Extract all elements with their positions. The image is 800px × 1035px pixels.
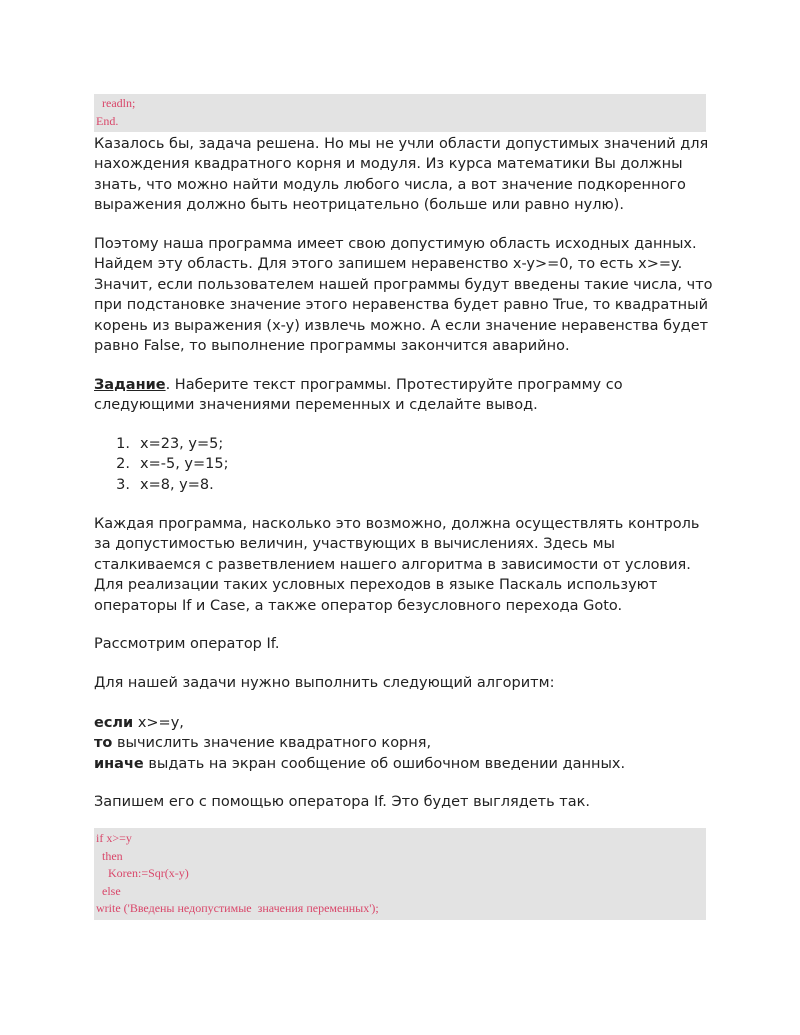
algorithm-line: если x>=y,	[94, 715, 184, 731]
code-line: else	[96, 883, 121, 898]
test-values-list	[94, 434, 714, 495]
paragraph-control: Каждая программа, насколько это возможно, должна осуществлять контроль за допустимостью величин, участвующих в вычислениях. Здесь мы сталкиваемся с разветвлением нашего алгоритма в зависимости от условия. Для реализации таких условных переходов в языке Паскаль используют операторы If и Case, а также оператор безусловного перехода Goto.	[94, 516, 700, 614]
code-line: if x>=y	[96, 831, 132, 845]
code-line: Koren:=Sqr(x-y)	[96, 866, 189, 880]
algorithm-steps	[94, 713, 714, 774]
paragraph-if-intro: Рассмотрим оператор If.	[94, 636, 280, 652]
code-line: readln;	[96, 96, 136, 110]
task-text: . Наберите текст программы. Протестируйте программу со следующими значениями переменных и сделайте вывод.	[94, 377, 623, 414]
paragraph-valid-range: Поэтому наша программа имеет свою допустимую область исходных данных. Найдем эту область. Для этого запишем неравенство x-y>=0, то есть x>=y. Значит, если пользователем нашей программы будут введены такие числа, что при подстановке значение этого неравенства будет равно True, то квадратный корень из выражения (x-y) извлечь можно. А если значение неравенства будет равно False, то выполнение программы закончится аварийно.	[94, 236, 713, 355]
paragraph-algorithm-intro: Для нашей задачи нужно выполнить следующий алгоритм:	[94, 675, 555, 691]
code-block-if	[94, 828, 706, 920]
paragraph-write-if: Запишем его с помощью оператора If. Это будет выглядеть так.	[94, 794, 590, 810]
paragraph-domain: Казалось бы, задача решена. Но мы не учли области допустимых значений для нахождения квадратного корня и модуля. Из курса математики Вы должны знать, что можно найти модуль любого числа, а вот значение подкоренного выражения должно быть неотрицательно (больше или равно нулю).	[94, 136, 709, 214]
list-item: 3. x=8, y=8.	[116, 476, 214, 493]
list-item: 2. x=-5, y=15;	[116, 456, 229, 473]
code-line: then	[96, 848, 123, 863]
code-block-top	[94, 94, 706, 132]
paragraph-task	[94, 375, 714, 416]
task-label: Задание	[94, 377, 166, 393]
code-line: write ('Введены недопустимые значения переменных');	[96, 901, 379, 915]
algorithm-line: иначе выдать на экран сообщение об ошибочном введении данных.	[94, 755, 626, 772]
list-item: 1. x=23, y=5;	[116, 436, 224, 452]
code-line: End.	[96, 113, 119, 128]
algorithm-line: то вычислить значение квадратного корня,	[94, 735, 432, 752]
